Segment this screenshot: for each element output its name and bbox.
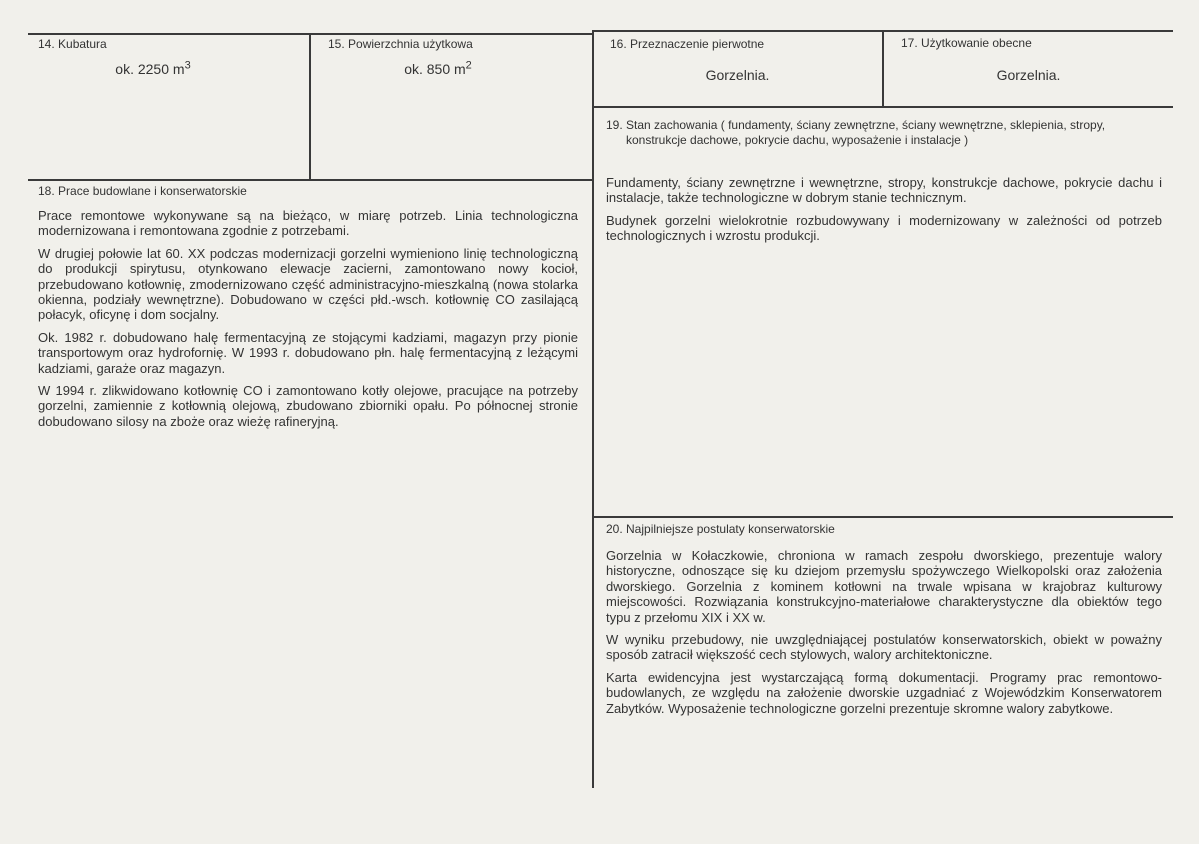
prace-paragraph-1: Prace remontowe wykonywane są na bieżąco, w miarę potrzeb. Linia technologiczna modernizowana i remontowana zgodnie z potrzebami. [38,208,578,239]
kubatura-unit-exponent: 3 [184,59,191,72]
divider-h-19-20 [592,516,1173,518]
kubatura-number: ok. 2250 m [115,61,185,77]
powierzchnia-number: ok. 850 m [404,61,466,77]
przeznaczenie-value: Gorzelnia. [705,67,770,83]
kubatura-label: 14. Kubatura [38,37,107,51]
field-prace [38,184,578,436]
postulaty-paragraph-3: Karta ewidencyjna jest wystarczającą formą dokumentacji. Programy prac remontowo-budowlanych, ze względu na założenie dworskie uzgadniać z Wojewódzkim Konserwatorem Zabytków. Wyposażenie technologiczne gorzelni prezentuje skromne walory zabytkowe. [606,669,1162,716]
divider-v-16-17 [882,30,884,108]
prace-paragraph-4: W 1994 r. zlikwidowano kotłownię CO i zamontowano kotły olejowe, pracujące na potrzeby gorzelni, zamiennie z kotłownią olejową, zbudowano zbiorniki opału. Po północnej stronie dobudowano silosy na zboże oraz wieżę rafineryjną. [38,383,578,429]
kubatura-value [38,61,268,77]
uzytkowanie-value: Gorzelnia. [996,67,1061,83]
divider-h-16-19 [592,106,1173,108]
stan-label: 19. Stan zachowania ( fundamenty, ściany zewnętrzne, ściany wewnętrzne, sklepienia, stropy, konstrukcje dachowe, pokrycie dachu, wyposażenie i instalacje ) [606,118,1106,147]
field-stan-zachowania [606,118,1162,251]
prace-paragraph-3: Ok. 1982 r. dobudowano halę fermentacyjną ze stojącymi kadziami, magazyn przy pionie transportowym oraz hydrofornię. W 1993 r. dobudowano płn. halę fermentacyjną z leżącymi kadziami, garaże oraz magazyn. [38,329,578,376]
powierzchnia-label: 15. Powierzchnia użytkowa [328,37,473,51]
przeznaczenie-label: 16. Przeznaczenie pierwotne [610,37,765,51]
postulaty-label: 20. Najpilniejsze postulaty konserwatorskie [606,522,835,536]
field-powierzchnia [328,37,588,177]
field-uzytkowanie [901,36,1169,104]
stan-paragraph-1: Fundamenty, ściany zewnętrzne i wewnętrzne, stropy, konstrukcje dachowe, pokrycie dachu i instalacje, także technologiczne w dobrym stanie technicznym. [606,175,1162,206]
postulaty-paragraph-2: W wyniku przebudowy, nie uwzględniającej postulatów konserwatorskich, obiekt w poważny sposób zatracił większość cech stylowych, walory architektoniczne. [606,632,1162,663]
uzytkowanie-label: 17. Użytkowanie obecne [901,36,1032,50]
powierzchnia-unit-exponent: 2 [465,59,472,72]
postulaty-paragraph-1: Gorzelnia w Kołaczkowie, chroniona w ramach zespołu dworskiego, prezentuje walory historyczne, odnoszące się ku dziejom przemysłu spożywczego Wielkopolski oraz założenia dworskiego. Gorzelnia z kominem kotłowni na trwale wpisana w krajobraz kulturowy miejscowości. Rozwiązania konstrukcyjno-materiałowe charakterystyczne dla obiektów tego typu z przełomu XIX i XX w. [606,548,1162,625]
field-przeznaczenie [610,37,878,105]
field-postulaty [606,522,1162,723]
powierzchnia-value [328,61,548,77]
divider-v-14-15 [309,33,311,181]
prace-label: 18. Prace budowlane i konserwatorskie [38,184,247,198]
stan-paragraph-2: Budynek gorzelni wielokrotnie rozbudowywany i modernizowany w zależności od potrzeb technologicznych i wzrostu produkcji. [606,212,1162,244]
field-kubatura [38,37,306,177]
prace-paragraph-2: W drugiej połowie lat 60. XX podczas modernizacji gorzelni wymieniono linię technologiczną do produkcji spirytusu, otynkowano elewacje zacierni, zamontowano nowy kocioł, przebudowano kotłownię, zmodernizowano część administracyjno-mieszkalną (nowa stolarka okienna, podziały wewnętrzne). Dobudowano w części płd.-wsch. kotłownię CO zasilającą połacyk, oficynę i dom socjalny. [38,245,578,323]
divider-h-14-18 [28,179,592,181]
divider-v-main [592,30,594,788]
